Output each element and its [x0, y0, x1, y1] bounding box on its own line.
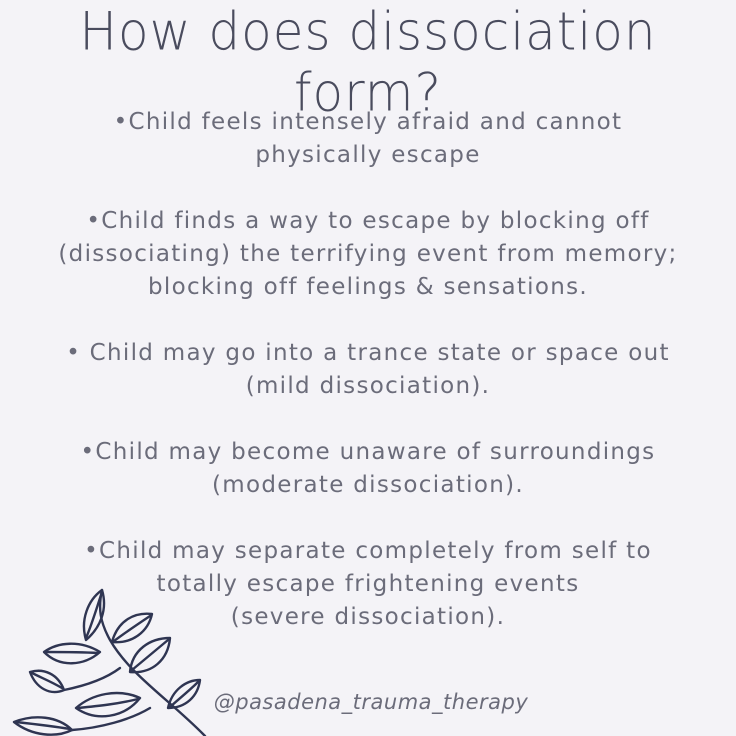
point-item [0, 337, 736, 403]
point-line: (mild dissociation). [245, 373, 491, 399]
instagram-handle: @pasadena_trauma_therapy [213, 690, 529, 714]
point-line: (moderate dissociation). [212, 472, 524, 498]
point-line: •Child finds a way to escape by blocking off [86, 208, 650, 234]
point-item [0, 205, 736, 304]
point-item [0, 106, 736, 172]
point-line: physically escape [255, 142, 481, 168]
point-line: blocking off feelings & sensations. [147, 274, 588, 300]
leaf-branch-illustration-icon [0, 580, 210, 736]
point-item [0, 436, 736, 502]
point-line: (dissociating) the terrifying event from memory; [58, 241, 678, 267]
page-title: How does dissociation form? [79, 1, 657, 123]
point-line: •Child feels intensely afraid and cannot [113, 109, 623, 135]
point-line: • Child may go into a trance state or space out [66, 340, 670, 366]
point-line: totally escape frightening events [156, 571, 580, 597]
point-line: (severe dissociation). [230, 604, 506, 630]
point-line: •Child may separate completely from self to [84, 538, 652, 564]
point-line: •Child may become unaware of surroundings [80, 439, 656, 465]
